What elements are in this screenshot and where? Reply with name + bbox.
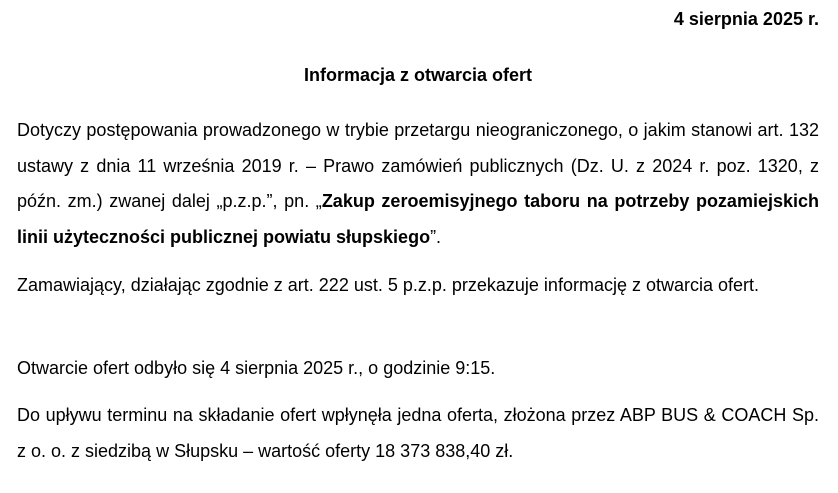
procurement-name: Zakup zeroemisyjnego taboru na potrzeby pozamiejskich linii użyteczności publicznej powiatu słupskiego (17, 191, 819, 247)
document-page (17, 0, 819, 493)
paragraph-procedure (17, 113, 819, 255)
paragraph-procedure-text: Dotyczy postępowania prowadzonego w trybie przetargu nieograniczonego, o jakim stanowi art. 132 ustawy z dnia 11 września 2019 r. – Prawo zamówień publicznych (Dz. U. z 2024 r. poz. 1320, z późn. zm.) zwanej dalej „p.z.p.”, pn. „ (17, 120, 819, 211)
document-date: 4 sierpnia 2025 r. (673, 9, 819, 29)
document-title: Informacja z otwarcia ofert (303, 65, 533, 85)
paragraph-offer-received: Do upływu terminu na składanie ofert wpłynęła jedna oferta, złożona przez ABP BUS & COACH Sp. z o. o. z siedzibą w Słupsku – wartość oferty 18 373 838,40 zł. (17, 405, 819, 461)
paragraph-procedure-closing: ”. (430, 226, 442, 247)
paragraph-contracting-authority: Zamawiający, działając zgodnie z art. 222 ust. 5 p.z.p. przekazuje informację z otwarcia ofert. (17, 275, 760, 295)
paragraph-opening-date: Otwarcie ofert odbyło się 4 sierpnia 2025 r., o godzinie 9:15. (17, 358, 496, 378)
